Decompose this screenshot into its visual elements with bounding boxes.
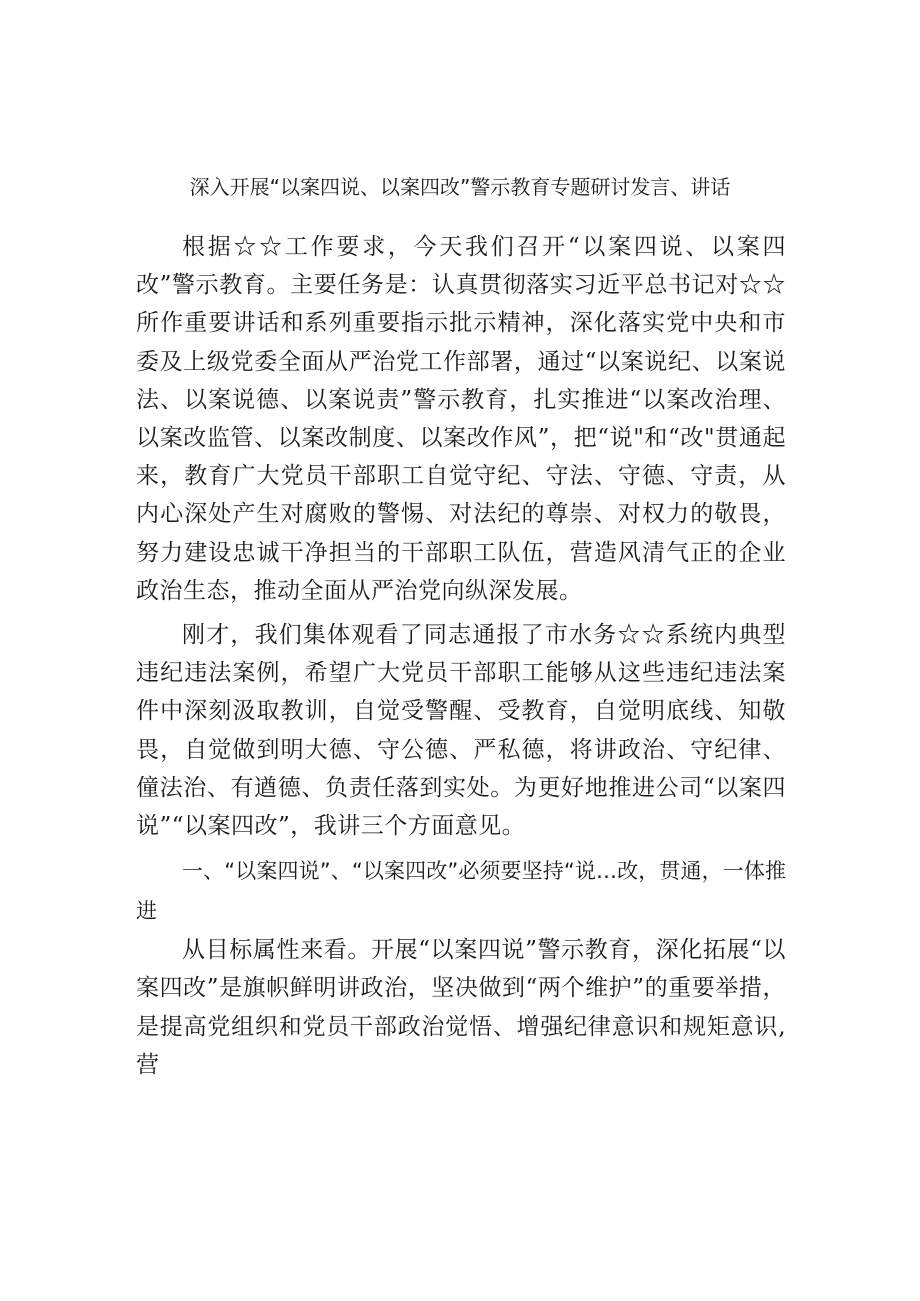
document-body <box>136 228 786 1084</box>
paragraph-intro: 根据☆☆工作要求，今天我们召开“以案四说、以案四改”警示教育。主要任务是：认真贯彻落实习近平总书记对☆☆所作重要讲话和系列重要指示批示精神，深化落实党中央和市委及上级党委全面从严治党工作部署，通过“以案说纪、以案说法、以案说德、以案说责”警示教育，扎实推进“以案改治理、以案改监管、以案改制度、以案改作风”，把“说"和“改"贯通起来，教育广大党员干部职工自觉守纪、守法、守德、守责，从内心深处产生对腐败的警惕、对法纪的尊崇、对权力的敬畏，努力建设忠诚干净担当的干部职工队伍，营造风清气正的企业政治生态，推动全面从严治党向纵深发展。 <box>136 234 786 604</box>
section-heading-1: 一、“以案四说”、“以案四改”必须要坚持“说…改，贯通，一体推进 <box>136 859 786 924</box>
paragraph-cases: 刚才，我们集体观看了同志通报了市水务☆☆系统内典型违纪违法案例，希望广大党员干部职工能够从这些违纪违法案件中深刻汲取教训，自觉受警醒、受教育，自觉明底线、知敬畏，自觉做到明大德、守公德、严私德，将讲政治、守纪律、僮法治、有遒德、负责任落到实处。为更好地推进公司“以案四说”“以案四改”，我讲三个方面意见。 <box>136 622 786 840</box>
paragraph-objective: 从目标属性来看。开展“以案四说”警示教育，深化拓展“以案四改”是旗帜鲜明讲政治，坚决做到“两个维护”的重要举措，是提高党组织和党员干部政治觉悟、增强纪律意识和规矩意识,营 <box>136 937 786 1078</box>
document-title: 深入开展“以案四说、以案四改”警示教育专题研讨发言、讲话 <box>189 175 731 199</box>
